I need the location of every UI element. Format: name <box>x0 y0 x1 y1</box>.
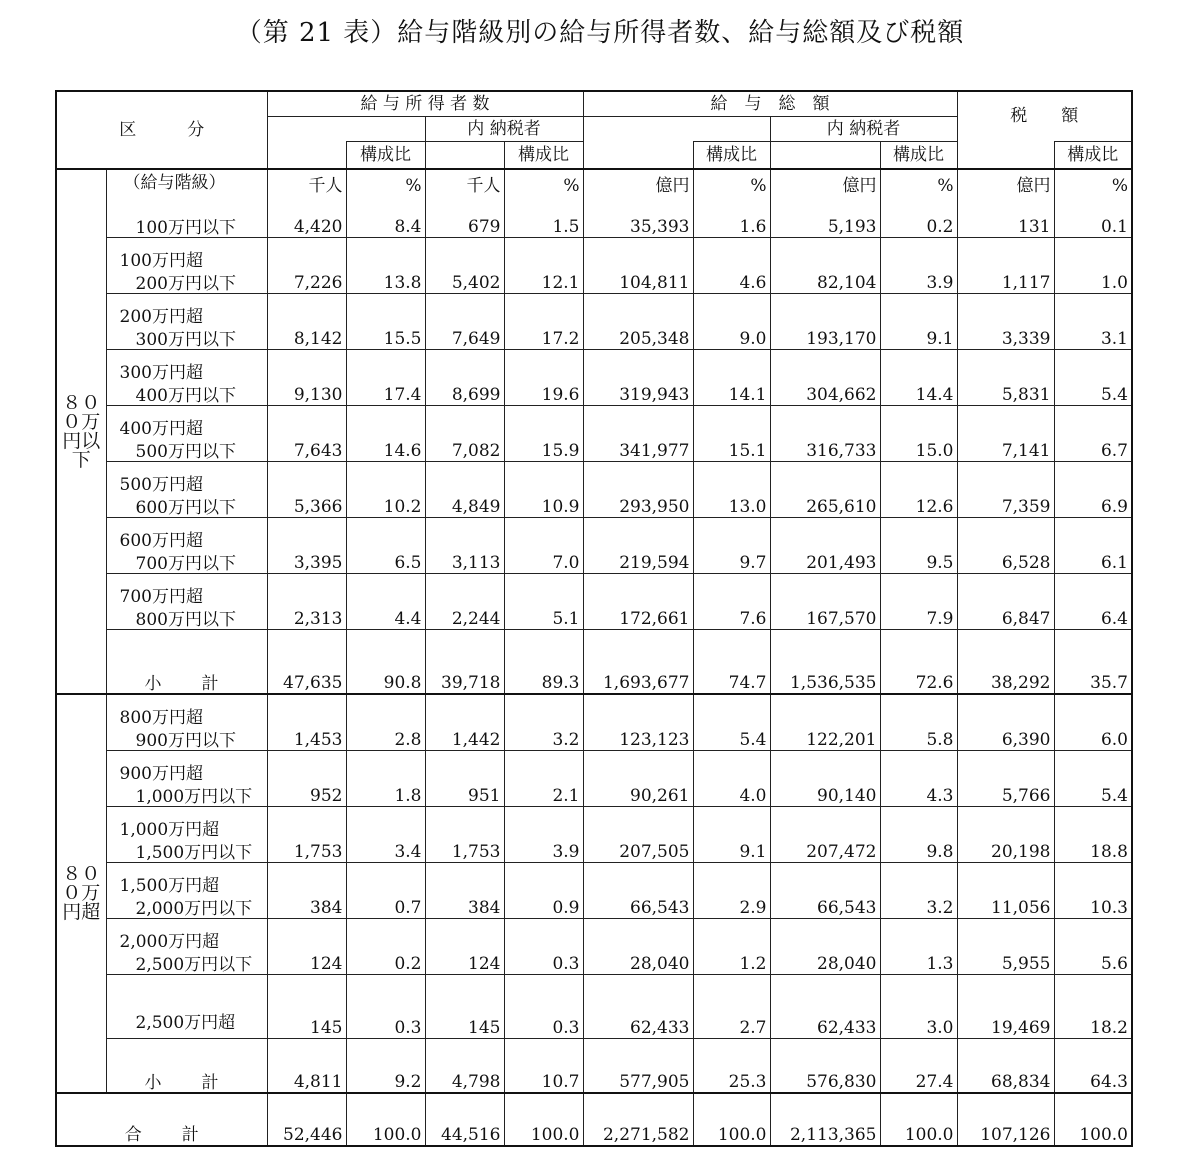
value-cell: 3.1 <box>1054 294 1132 350</box>
value-cell: 104,811 <box>583 238 693 294</box>
value-cell: 3,113 <box>425 518 504 574</box>
value-cell: 951 <box>425 751 504 807</box>
row-label <box>106 238 267 294</box>
value-cell: 145 <box>425 975 504 1039</box>
value-cell: 3,339 <box>957 294 1054 350</box>
value-cell: 1.2 <box>693 919 770 975</box>
value-cell: 4,849 <box>425 462 504 518</box>
value-cell: 6,390 <box>957 694 1054 751</box>
row-label <box>106 574 267 630</box>
table-row <box>56 238 1132 294</box>
value-cell: 107,126 <box>957 1093 1054 1146</box>
value-cell <box>425 169 504 238</box>
value-cell: 25.3 <box>693 1039 770 1094</box>
value-cell <box>1054 169 1132 238</box>
value-cell: 0.7 <box>346 863 425 919</box>
value-cell: 316,733 <box>770 406 880 462</box>
value-cell: 5,366 <box>267 462 346 518</box>
table-row <box>56 751 1132 807</box>
value-cell: 0.9 <box>504 863 583 919</box>
value-cell: 3.2 <box>880 863 957 919</box>
row-label <box>106 751 267 807</box>
value-cell: 12.6 <box>880 462 957 518</box>
value-cell: 1,442 <box>425 694 504 751</box>
value-cell: 8,142 <box>267 294 346 350</box>
value-cell: 201,493 <box>770 518 880 574</box>
value-cell: 5.4 <box>693 694 770 751</box>
table-row <box>56 294 1132 350</box>
value-cell: 7,359 <box>957 462 1054 518</box>
value-cell: 3,395 <box>267 518 346 574</box>
value-cell: 14.1 <box>693 350 770 406</box>
value-cell: 17.4 <box>346 350 425 406</box>
value-cell <box>880 169 957 238</box>
value-cell: 3.4 <box>346 807 425 863</box>
page-title: （第 21 表）給与階級別の給与所得者数、給与総額及び税額 <box>235 18 965 48</box>
row-label-line2: 2,500万円超 <box>135 1013 236 1033</box>
value-cell: 47,635 <box>267 630 346 695</box>
value-cell: 14.4 <box>880 350 957 406</box>
value-cell: 172,661 <box>583 574 693 630</box>
value-cell: 1,753 <box>267 807 346 863</box>
value-cell: 6,847 <box>957 574 1054 630</box>
value-cell: 14.6 <box>346 406 425 462</box>
value-cell: 293,950 <box>583 462 693 518</box>
value-cell: 44,516 <box>425 1093 504 1146</box>
value-cell: 3.9 <box>880 238 957 294</box>
value-cell: 9.5 <box>880 518 957 574</box>
row-label-line1: 900万円超 <box>119 764 203 784</box>
value-text: 8.4 <box>394 217 422 237</box>
row-label-line2: 2,500万円以下 <box>135 955 253 975</box>
value-cell: 0.3 <box>504 919 583 975</box>
row-label <box>106 863 267 919</box>
value-text: 1.5 <box>552 217 580 237</box>
value-cell: 28,040 <box>770 919 880 975</box>
value-cell: 0.2 <box>346 919 425 975</box>
table-row <box>56 462 1132 518</box>
value-cell: 9.8 <box>880 807 957 863</box>
value-cell: 100.0 <box>1054 1093 1132 1146</box>
value-cell: 7.6 <box>693 574 770 630</box>
value-cell: 1,753 <box>425 807 504 863</box>
value-cell: 319,943 <box>583 350 693 406</box>
row-label-line2: 800万円以下 <box>135 610 236 630</box>
row-label-line1: 500万円超 <box>119 475 203 495</box>
ratio-header: 構成比 <box>880 142 957 170</box>
value-cell: 123,123 <box>583 694 693 751</box>
row-label-line1: 300万円超 <box>119 363 203 383</box>
value-cell: 90,140 <box>770 751 880 807</box>
value-cell: 205,348 <box>583 294 693 350</box>
value-text: 0.2 <box>926 217 954 237</box>
value-cell: 100.0 <box>504 1093 583 1146</box>
value-cell: 28,040 <box>583 919 693 975</box>
blank-cell <box>957 142 1054 170</box>
value-cell: 8,699 <box>425 350 504 406</box>
total-pay-header: 給 与 総 額 <box>583 91 957 117</box>
value-cell: 265,610 <box>770 462 880 518</box>
value-cell: 5.4 <box>1054 350 1132 406</box>
value-cell: 6.4 <box>1054 574 1132 630</box>
value-cell: 1.8 <box>346 751 425 807</box>
row-label-line2: 300万円以下 <box>135 330 236 350</box>
value-cell: 52,446 <box>267 1093 346 1146</box>
value-cell: 19.6 <box>504 350 583 406</box>
value-cell: 9.1 <box>693 807 770 863</box>
value-cell: 2.7 <box>693 975 770 1039</box>
value-cell: 0.3 <box>504 975 583 1039</box>
value-cell: 6.5 <box>346 518 425 574</box>
row-label <box>106 975 267 1039</box>
unit-label: 千人 <box>308 176 343 196</box>
value-cell: 18.8 <box>1054 807 1132 863</box>
row-label-line2: 1,000万円以下 <box>135 787 253 807</box>
value-cell: 5,831 <box>957 350 1054 406</box>
value-cell: 66,543 <box>770 863 880 919</box>
value-cell: 13.8 <box>346 238 425 294</box>
subtotal-label-text: 小計 <box>144 1073 259 1093</box>
group-over-label: ８００万円超 <box>56 694 106 1093</box>
value-cell <box>693 169 770 238</box>
value-cell: 100.0 <box>693 1093 770 1146</box>
value-cell: 7,649 <box>425 294 504 350</box>
value-cell: 1,117 <box>957 238 1054 294</box>
value-cell: 9.1 <box>880 294 957 350</box>
row-label <box>106 694 267 751</box>
value-cell: 384 <box>425 863 504 919</box>
value-cell <box>267 169 346 238</box>
row-label-line2: 600万円以下 <box>135 498 236 518</box>
value-cell: 207,472 <box>770 807 880 863</box>
value-cell: 3.2 <box>504 694 583 751</box>
value-cell <box>346 169 425 238</box>
unit-label: 億円 <box>842 176 877 196</box>
subtotal-label <box>106 630 267 695</box>
value-cell: 62,433 <box>583 975 693 1039</box>
table-row <box>56 919 1132 975</box>
value-cell: 2,113,365 <box>770 1093 880 1146</box>
value-cell: 9.7 <box>693 518 770 574</box>
row-label-line1: 600万円超 <box>119 531 203 551</box>
value-cell: 10.7 <box>504 1039 583 1094</box>
row-label <box>106 807 267 863</box>
group-over-body <box>56 694 1132 1093</box>
value-cell: 193,170 <box>770 294 880 350</box>
value-cell: 122,201 <box>770 694 880 751</box>
ratio-header: 構成比 <box>1054 142 1132 170</box>
table-row <box>56 863 1132 919</box>
value-cell: 219,594 <box>583 518 693 574</box>
value-cell: 2,271,582 <box>583 1093 693 1146</box>
row-label-line2: 500万円以下 <box>135 442 236 462</box>
value-cell: 10.2 <box>346 462 425 518</box>
value-cell: 577,905 <box>583 1039 693 1094</box>
unit-label: % <box>1111 176 1128 196</box>
ratio-header: 構成比 <box>693 142 770 170</box>
table-row <box>56 807 1132 863</box>
ratio-header: 構成比 <box>346 142 425 170</box>
row-label <box>106 169 267 238</box>
value-cell: 952 <box>267 751 346 807</box>
value-text: 1.6 <box>739 217 767 237</box>
row-label-line2: 2,000万円以下 <box>135 899 253 919</box>
value-cell: 10.9 <box>504 462 583 518</box>
value-cell: 66,543 <box>583 863 693 919</box>
value-cell: 207,505 <box>583 807 693 863</box>
blank-cell <box>267 142 346 170</box>
value-cell: 1,536,535 <box>770 630 880 695</box>
row-label-line2: 700万円以下 <box>135 554 236 574</box>
tax-header: 税 額 <box>957 91 1132 142</box>
row-label-line1: 200万円超 <box>119 307 203 327</box>
value-cell: 6.9 <box>1054 462 1132 518</box>
value-cell: 124 <box>267 919 346 975</box>
subtotal-row <box>56 1039 1132 1094</box>
value-cell: 4,798 <box>425 1039 504 1094</box>
value-cell: 4.6 <box>693 238 770 294</box>
blank-cell <box>425 142 504 170</box>
value-cell: 6.0 <box>1054 694 1132 751</box>
unit-label: % <box>563 176 580 196</box>
value-cell: 64.3 <box>1054 1039 1132 1094</box>
blank-cell <box>770 142 880 170</box>
row-label-line2: 1,500万円以下 <box>135 843 253 863</box>
value-cell: 19,469 <box>957 975 1054 1039</box>
value-text: 5,193 <box>827 217 877 237</box>
total-label <box>56 1093 267 1146</box>
value-cell: 124 <box>425 919 504 975</box>
row-label-line2: 900万円以下 <box>135 731 236 751</box>
value-cell: 304,662 <box>770 350 880 406</box>
value-cell: 17.2 <box>504 294 583 350</box>
table-row <box>56 975 1132 1039</box>
value-cell: 35.7 <box>1054 630 1132 695</box>
value-cell: 3.9 <box>504 807 583 863</box>
total-label-text: 合計 <box>124 1125 239 1145</box>
row-label-line1: 100万円超 <box>119 251 203 271</box>
earners-blank <box>267 117 425 142</box>
row-label <box>106 462 267 518</box>
value-cell: 5.4 <box>1054 751 1132 807</box>
value-cell: 384 <box>267 863 346 919</box>
row-label-line2: 400万円以下 <box>135 386 236 406</box>
value-cell: 6.7 <box>1054 406 1132 462</box>
blank-cell <box>583 142 693 170</box>
value-cell: 12.1 <box>504 238 583 294</box>
value-cell: 6.1 <box>1054 518 1132 574</box>
value-cell: 62,433 <box>770 975 880 1039</box>
value-cell: 6,528 <box>957 518 1054 574</box>
unit-label: % <box>405 176 422 196</box>
value-cell: 15.5 <box>346 294 425 350</box>
earners-header: 給 与 所 得 者 数 <box>267 91 583 117</box>
value-cell: 9.2 <box>346 1039 425 1094</box>
value-cell: 5.6 <box>1054 919 1132 975</box>
value-cell: 38,292 <box>957 630 1054 695</box>
salary-class-table <box>55 90 1133 1147</box>
value-cell: 7.9 <box>880 574 957 630</box>
row-label-line1: 800万円超 <box>119 708 203 728</box>
value-cell: 7.0 <box>504 518 583 574</box>
value-cell: 2.8 <box>346 694 425 751</box>
subtotal-label-text: 小計 <box>144 674 259 694</box>
value-cell: 4,811 <box>267 1039 346 1094</box>
value-cell: 100.0 <box>880 1093 957 1146</box>
row-label <box>106 406 267 462</box>
value-cell: 1.0 <box>1054 238 1132 294</box>
value-cell: 145 <box>267 975 346 1039</box>
value-cell: 3.0 <box>880 975 957 1039</box>
value-cell: 90.8 <box>346 630 425 695</box>
value-cell: 39,718 <box>425 630 504 695</box>
pay-taxpayers-header: 内 納税者 <box>770 117 957 142</box>
value-cell: 167,570 <box>770 574 880 630</box>
subtotal-label <box>106 1039 267 1094</box>
value-cell: 82,104 <box>770 238 880 294</box>
value-text: 0.1 <box>1100 217 1128 237</box>
value-cell: 5.8 <box>880 694 957 751</box>
row-label-line1: 1,000万円超 <box>119 820 220 840</box>
value-cell: 4.0 <box>693 751 770 807</box>
value-text: 131 <box>1018 217 1051 237</box>
value-text: 679 <box>468 217 501 237</box>
row-label-line1: 400万円超 <box>119 419 203 439</box>
total-body <box>56 1093 1132 1146</box>
row-label-line1: 2,000万円超 <box>119 932 220 952</box>
class-unit-label: （給与階級） <box>123 173 226 193</box>
value-cell: 15.9 <box>504 406 583 462</box>
earners-taxpayers-header: 内 納税者 <box>425 117 583 142</box>
pay-blank <box>583 117 770 142</box>
total-row <box>56 1093 1132 1146</box>
value-cell: 1,453 <box>267 694 346 751</box>
value-cell <box>504 169 583 238</box>
value-cell: 2.1 <box>504 751 583 807</box>
value-cell: 100.0 <box>346 1093 425 1146</box>
value-cell: 68,834 <box>957 1039 1054 1094</box>
unit-label: 億円 <box>1016 176 1051 196</box>
value-cell: 11,056 <box>957 863 1054 919</box>
table-row <box>56 406 1132 462</box>
value-cell: 7,082 <box>425 406 504 462</box>
value-cell: 9,130 <box>267 350 346 406</box>
value-cell: 341,977 <box>583 406 693 462</box>
row-label <box>106 518 267 574</box>
value-cell: 15.0 <box>880 406 957 462</box>
table-row <box>56 574 1132 630</box>
value-cell: 2,313 <box>267 574 346 630</box>
row-label-line1: 1,500万円超 <box>119 876 220 896</box>
value-cell: 7,226 <box>267 238 346 294</box>
value-cell: 576,830 <box>770 1039 880 1094</box>
value-cell: 5.1 <box>504 574 583 630</box>
value-cell: 2,244 <box>425 574 504 630</box>
value-cell: 4.4 <box>346 574 425 630</box>
unit-label: % <box>937 176 954 196</box>
value-cell: 74.7 <box>693 630 770 695</box>
row-label-line2: 200万円以下 <box>135 274 236 294</box>
unit-label: 億円 <box>655 176 690 196</box>
unit-label: % <box>750 176 767 196</box>
table-row <box>56 350 1132 406</box>
value-text: 35,393 <box>630 217 690 237</box>
value-cell: 1.3 <box>880 919 957 975</box>
value-cell: 18.2 <box>1054 975 1132 1039</box>
row-label <box>106 919 267 975</box>
value-cell: 4.3 <box>880 751 957 807</box>
value-cell: 0.3 <box>346 975 425 1039</box>
table-row <box>56 518 1132 574</box>
category-header: 区 分 <box>56 91 267 169</box>
value-cell <box>770 169 880 238</box>
row-label-line1: 700万円超 <box>119 587 203 607</box>
value-cell: 72.6 <box>880 630 957 695</box>
value-cell: 27.4 <box>880 1039 957 1094</box>
value-cell: 5,955 <box>957 919 1054 975</box>
row-label-line2: 100万円以下 <box>135 218 236 238</box>
value-cell: 1,693,677 <box>583 630 693 695</box>
value-cell: 15.1 <box>693 406 770 462</box>
row-label <box>106 350 267 406</box>
table-row <box>56 694 1132 751</box>
group-under-label: ８００万円以下 <box>56 169 106 694</box>
value-cell: 20,198 <box>957 807 1054 863</box>
value-cell: 10.3 <box>1054 863 1132 919</box>
value-text: 4,420 <box>293 217 343 237</box>
value-cell: 89.3 <box>504 630 583 695</box>
value-cell: 2.9 <box>693 863 770 919</box>
row-label <box>106 294 267 350</box>
value-cell: 9.0 <box>693 294 770 350</box>
value-cell <box>957 169 1054 238</box>
subtotal-row <box>56 630 1132 695</box>
value-cell: 5,766 <box>957 751 1054 807</box>
ratio-header: 構成比 <box>504 142 583 170</box>
value-cell: 13.0 <box>693 462 770 518</box>
value-cell: 7,643 <box>267 406 346 462</box>
value-cell: 5,402 <box>425 238 504 294</box>
value-cell: 7,141 <box>957 406 1054 462</box>
unit-label: 千人 <box>466 176 501 196</box>
value-cell: 90,261 <box>583 751 693 807</box>
value-cell <box>583 169 693 238</box>
